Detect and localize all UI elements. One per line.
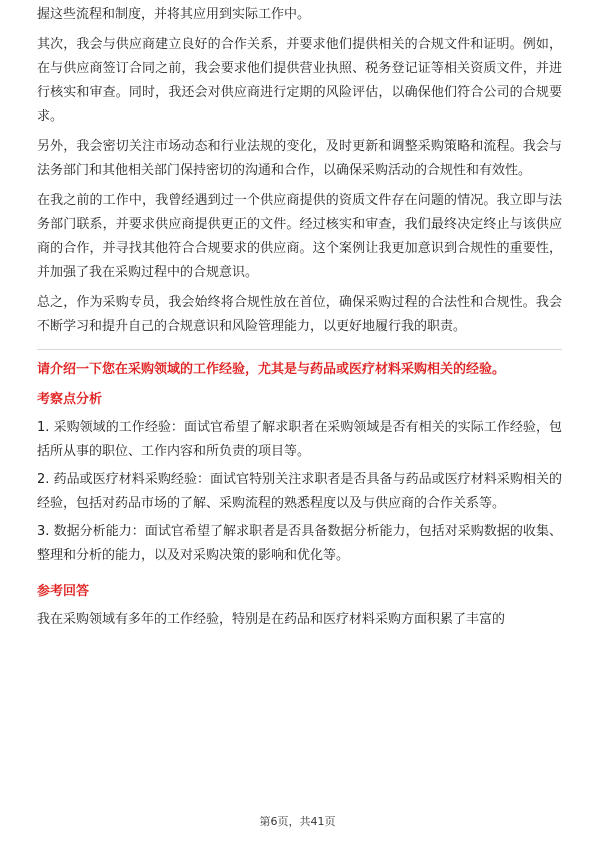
reference-paragraph-0: 我在采购领域有多年的工作经验，特别是在药品和医疗材料采购方面积累了丰富的 <box>37 612 506 627</box>
analysis-item-3: 3. 数据分析能力：面试官希望了解求职者是否具备数据分析能力，包括对采购数据的收集、整理和分析的能力，以及对采购决策的影响和优化等。 <box>37 524 562 563</box>
answer-paragraph-0: 握这些流程和制度，并将其应用到实际工作中。 <box>37 7 311 22</box>
answer-paragraph-2: 另外，我会密切关注市场动态和行业法规的变化，及时更新和调整采购策略和流程。我会与法务部门和其他相关部门保持密切的沟通和合作，以确保采购活动的合规性和有效性。 <box>37 139 562 178</box>
analysis-heading: 考察点分析 <box>37 392 103 407</box>
reference-heading: 参考回答 <box>37 584 90 599</box>
answer-paragraph-4: 总之，作为采购专员，我会始终将合规性放在首位，确保采购过程的合法性和合规性。我会不断学习和提升自己的合规意识和风险管理能力，以更好地履行我的职责。 <box>37 295 562 334</box>
document-page <box>37 0 562 632</box>
interview-question: 请介绍一下您在采购领域的工作经验，尤其是与药品或医疗材料采购相关的经验。 <box>37 362 506 377</box>
page-number: 第6页，共41页 <box>259 815 336 828</box>
analysis-item-2: 2. 药品或医疗材料采购经验：面试官特别关注求职者是否具备与药品或医疗材料采购相关的经验，包括对药品市场的了解、采购流程的熟悉程度以及与供应商的合作关系等。 <box>37 472 562 511</box>
answer-paragraph-3: 在我之前的工作中，我曾经遇到过一个供应商提供的资质文件存在问题的情况。我立即与法务部门联系，并要求供应商提供更正的文件。经过核实和审查，我们最终决定终止与该供应商的合作，并寻找其他符合合规要求的供应商。这个案例让我更加意识到合规性的重要性，并加强了我在采购过程中的合规意识。 <box>37 193 562 280</box>
section-divider <box>37 349 562 350</box>
answer-paragraph-1: 其次，我会与供应商建立良好的合作关系，并要求他们提供相关的合规文件和证明。例如，在与供应商签订合同之前，我会要求他们提供营业执照、税务登记证等相关资质文件，并进行核实和审查。同时，我还会对供应商进行定期的风险评估，以确保他们符合公司的合规要求。 <box>37 37 562 124</box>
analysis-item-1: 1. 采购领域的工作经验：面试官希望了解求职者在采购领域是否有相关的实际工作经验，包括所从事的职位、工作内容和所负责的项目等。 <box>37 420 562 459</box>
